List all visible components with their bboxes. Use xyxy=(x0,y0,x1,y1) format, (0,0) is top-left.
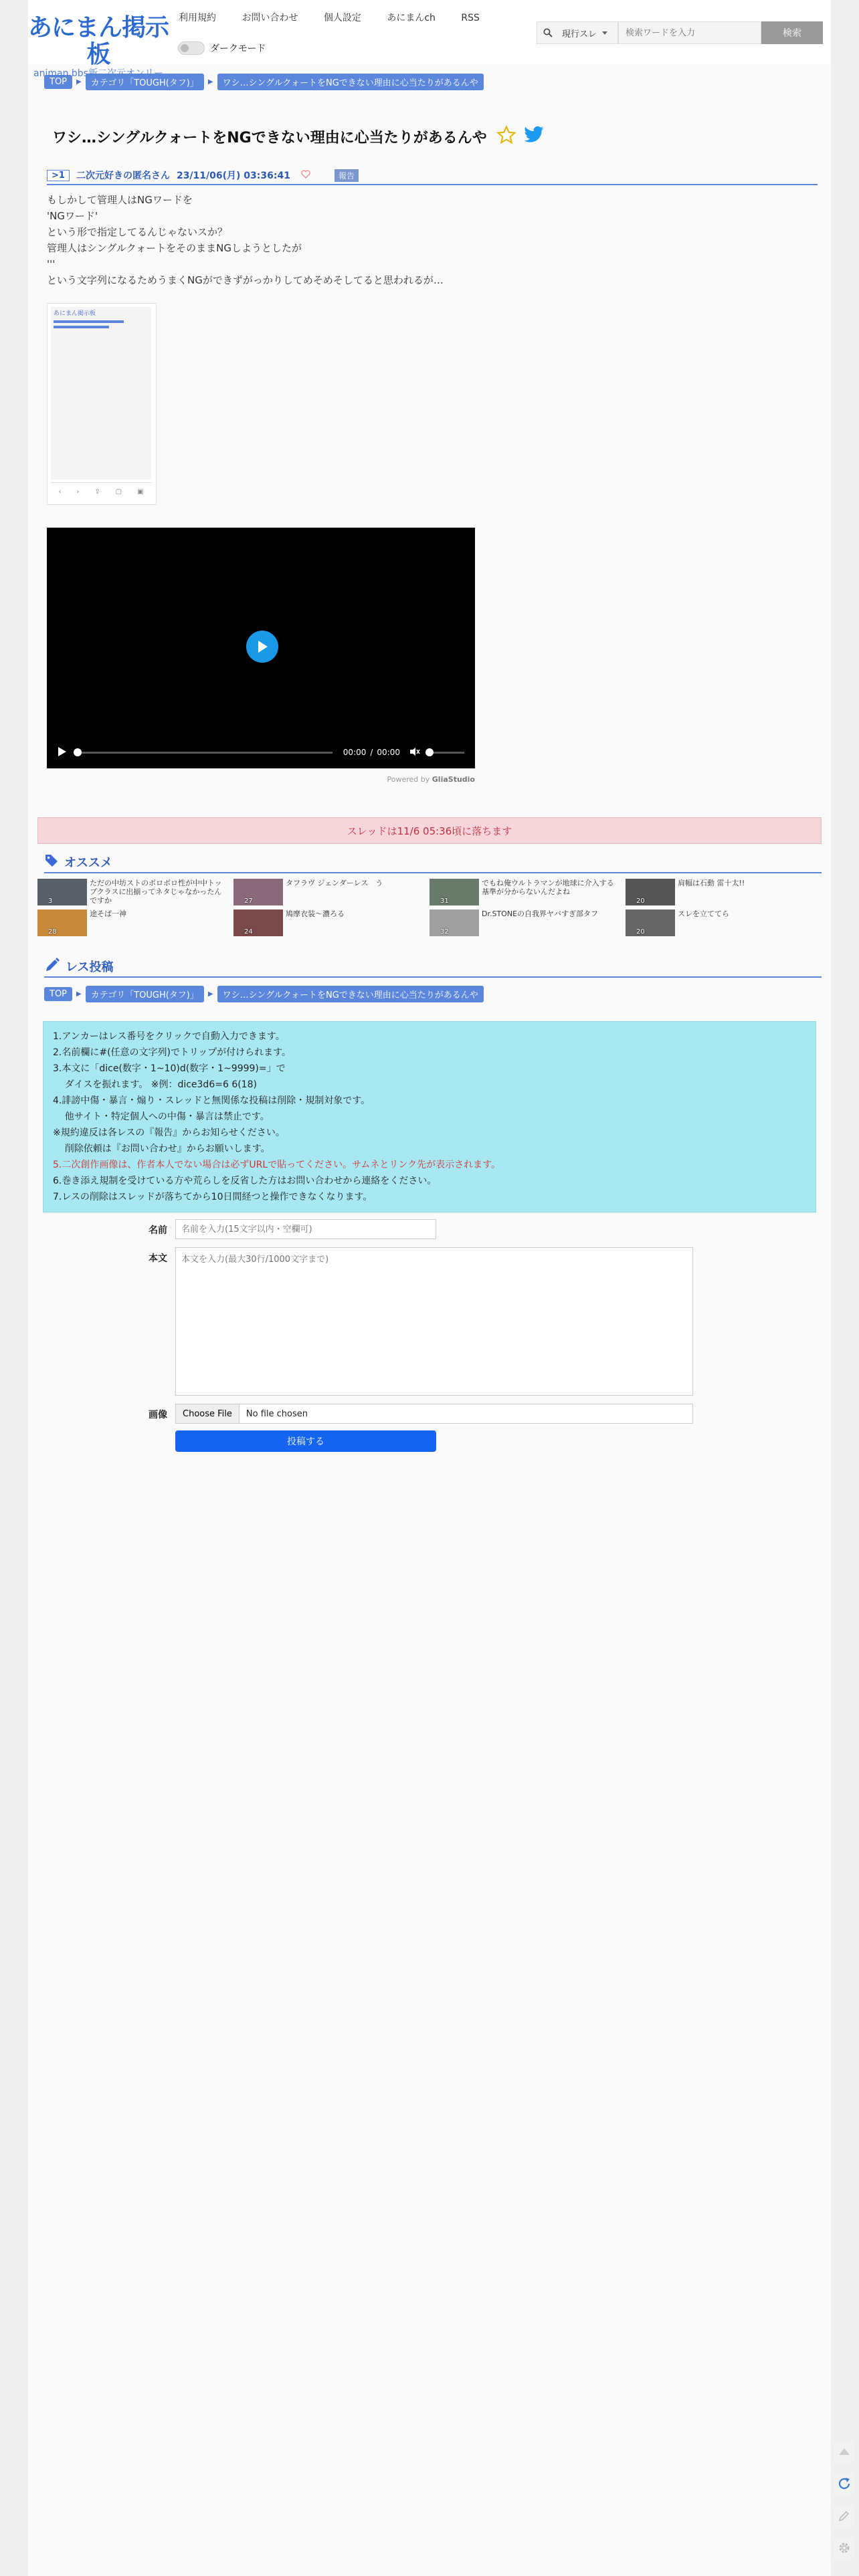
post-number[interactable]: >1 xyxy=(47,170,70,181)
thumbnail-bar xyxy=(54,326,109,328)
recommend-heading xyxy=(44,852,822,873)
reply-title: レス投稿 xyxy=(66,960,114,974)
recommend-item[interactable] xyxy=(430,879,626,905)
rule-line: 2.名前欄に#(任意の文字列)でトリップが付けられます。 xyxy=(53,1047,292,1058)
recommend-thumbnail[interactable] xyxy=(626,909,675,936)
recommend-item[interactable] xyxy=(233,909,430,936)
breadcrumb-separator-icon: ▶ xyxy=(207,990,213,998)
recommend-thumbnail[interactable] xyxy=(626,879,675,905)
poster-name: 二次元好きの匿名さん xyxy=(76,171,170,181)
breadcrumb-bottom xyxy=(28,986,831,1002)
recommend-title[interactable]: 肩幅は石動 雷十太!! xyxy=(678,879,745,887)
rule-line-warning: 5.二次創作画像は、作者本人でない場合は必ずURLで貼ってください。サムネとリンク先が表示されます。 xyxy=(53,1160,501,1170)
posting-rules xyxy=(43,1021,816,1212)
nav-settings[interactable]: 個人設定 xyxy=(323,13,361,23)
submit-row xyxy=(28,1430,831,1452)
search-icon xyxy=(537,21,558,44)
top-nav xyxy=(179,11,502,24)
post-line: ''' xyxy=(47,258,56,270)
report-button[interactable]: 報告 xyxy=(335,169,359,182)
reply-heading xyxy=(44,956,822,978)
forward-icon: › xyxy=(76,488,80,496)
site-header xyxy=(28,0,831,79)
breadcrumb-top[interactable]: TOP xyxy=(44,987,72,1001)
recommend-title[interactable]: Dr.STONEの自我界ヤバすぎ部タフ xyxy=(482,909,599,918)
nav-contact[interactable]: お問い合わせ xyxy=(242,13,298,23)
recommend-item[interactable] xyxy=(626,879,822,905)
recommend-thumbnail[interactable] xyxy=(233,879,283,905)
breadcrumb-category[interactable]: カテゴリ「TOUGH(タフ)」 xyxy=(86,986,204,1002)
recommend-title[interactable]: ただの中坊ストのボロボロ性が中中トップクラスに出揃ってネタじゃなかったんですか xyxy=(90,879,222,905)
recommend-reply-count: 3 xyxy=(48,897,53,905)
body-label: 本文 xyxy=(149,1253,167,1264)
recommend-thumbnail[interactable] xyxy=(37,909,87,936)
nav-terms[interactable]: 利用規約 xyxy=(179,13,216,23)
post-body xyxy=(47,192,831,288)
darkmode-label: ダークモード xyxy=(210,43,266,54)
recommend-thumbnail[interactable] xyxy=(233,909,283,936)
gear-icon[interactable] xyxy=(834,2537,855,2559)
breadcrumb-thread[interactable]: ワシ…シングルクォートをNGできない理由に心当たりがあるんや xyxy=(217,74,484,90)
recommend-reply-count: 32 xyxy=(440,928,449,936)
time-separator: / xyxy=(370,748,373,757)
post-line: という文字列になるためうまくNGができずがっかりしてめそめそしてると思われるが… xyxy=(47,274,444,286)
reload-icon[interactable] xyxy=(834,2473,855,2494)
nav-animanch[interactable]: あにまんch xyxy=(387,13,436,23)
nav-rss[interactable]: RSS xyxy=(461,13,480,23)
breadcrumb-separator-icon: ▶ xyxy=(76,78,82,86)
recommend-thumbnail[interactable] xyxy=(430,879,479,905)
name-field[interactable] xyxy=(175,1219,436,1239)
rule-line: 削除依頼は『お問い合わせ』からお願いします。 xyxy=(53,1144,270,1154)
search-scope-select[interactable]: 現行スレ xyxy=(558,21,618,44)
file-status: No file chosen xyxy=(246,1408,308,1419)
heart-icon[interactable] xyxy=(301,170,310,181)
search-input[interactable] xyxy=(618,21,761,44)
post-line: 'NGワード' xyxy=(47,210,98,222)
volume-knob[interactable] xyxy=(425,748,434,756)
recommend-grid xyxy=(37,879,822,936)
pencil-icon xyxy=(44,957,60,976)
image-row xyxy=(134,1404,831,1424)
darkmode-toggle[interactable] xyxy=(178,41,205,55)
favorite-star-icon[interactable] xyxy=(496,125,516,148)
recommend-reply-count: 31 xyxy=(440,897,449,905)
powered-by xyxy=(47,775,475,784)
body-row xyxy=(134,1247,831,1396)
recommend-title[interactable]: 途そば一神 xyxy=(90,909,126,918)
share-icon: ⇪ xyxy=(94,488,100,496)
breadcrumb-separator-icon: ▶ xyxy=(76,990,82,998)
darkmode-control xyxy=(178,41,266,55)
video-controls xyxy=(58,746,464,759)
volume-slider[interactable] xyxy=(427,752,464,754)
recommend-thumbnail[interactable] xyxy=(430,909,479,936)
twitter-share-icon[interactable] xyxy=(523,126,545,147)
post-line: という形で指定してるんじゃないスか？ xyxy=(47,226,228,238)
post-line: 管理人はシングルクォートをそのままNGしようとしたが xyxy=(47,242,302,254)
time-current: 00:00 xyxy=(343,748,367,757)
name-label: 名前 xyxy=(149,1225,167,1236)
breadcrumb-top[interactable]: TOP xyxy=(44,75,72,89)
recommend-reply-count: 27 xyxy=(244,897,253,905)
breadcrumb-thread[interactable]: ワシ…シングルクォートをNGできない理由に心当たりがあるんや xyxy=(217,986,484,1002)
rule-line: 7.レスの削除はスレッドが落ちてから10日間経つと操作できなくなります。 xyxy=(53,1192,373,1202)
logo-subtitle: animan bbs新二次元オンリー xyxy=(33,68,163,79)
thumbnail-bar xyxy=(54,320,124,323)
post-image-thumbnail[interactable] xyxy=(47,303,157,505)
site-logo[interactable] xyxy=(28,15,169,79)
thread-drop-notice: スレッドは11/6 05:36頃に落ちます xyxy=(37,817,822,844)
progress-knob[interactable] xyxy=(74,748,82,756)
post-header xyxy=(47,167,818,185)
name-row xyxy=(134,1219,831,1239)
edit-icon[interactable] xyxy=(834,2505,855,2527)
post-line: もしかして管理人はNGワードを xyxy=(47,194,193,206)
thumbnail-caption: あにまん掲示板 xyxy=(54,310,96,317)
thumbnail-screen xyxy=(51,307,151,479)
rule-line: 他サイト・特定個人への中傷・暴言は禁止です。 xyxy=(53,1111,270,1122)
recommend-reply-count: 20 xyxy=(636,897,645,905)
breadcrumb-category[interactable]: カテゴリ「TOUGH(タフ)」 xyxy=(86,74,204,90)
recommend-title[interactable]: タフラヴ ジェンダーレス う xyxy=(286,879,383,887)
tabs-icon: ▣ xyxy=(137,488,144,496)
back-icon: ‹ xyxy=(58,488,62,496)
rule-line: 3.本文に「dice(数字・1~10)d(数字・1~9999)=」で xyxy=(53,1063,286,1074)
recommend-reply-count: 24 xyxy=(244,928,253,936)
mute-icon[interactable] xyxy=(409,747,420,758)
post-timestamp: 23/11/06(月) 03:36:41 xyxy=(176,171,290,181)
tag-icon xyxy=(44,853,59,871)
recommend-item[interactable] xyxy=(37,879,233,905)
thread-title: ワシ…シングルクォートをNGできない理由に心当たりがあるんや xyxy=(52,129,487,146)
recommend-item[interactable] xyxy=(430,909,626,936)
image-file-input[interactable] xyxy=(175,1404,693,1424)
thumbnail-toolbar xyxy=(51,482,151,500)
book-icon: ▢ xyxy=(115,488,122,496)
body-field[interactable] xyxy=(175,1247,693,1396)
breadcrumb-separator-icon: ▶ xyxy=(207,78,213,86)
scroll-top-icon[interactable] xyxy=(834,2441,855,2462)
play-small-icon[interactable] xyxy=(58,746,67,759)
powered-brand[interactable]: GliaStudio xyxy=(432,775,475,784)
rule-line: ダイスを振れます。 ※例：dice3d6=6 6(18) xyxy=(53,1079,257,1090)
recommend-reply-count: 28 xyxy=(48,928,57,936)
image-label: 画像 xyxy=(149,1410,167,1420)
recommend-title[interactable]: 鳩摩衣装～濃ろる xyxy=(286,909,345,918)
video-progress-bar[interactable] xyxy=(78,752,332,754)
rule-line: ※規約違反は各レスの『報告』からお知らせください。 xyxy=(53,1128,285,1138)
recommend-thumbnail[interactable] xyxy=(37,879,87,905)
page-container xyxy=(28,0,831,2576)
rule-line: 4.誹謗中傷・暴言・煽り・スレッドと無関係な投稿は削除・規制対象です。 xyxy=(53,1095,371,1106)
recommend-item[interactable] xyxy=(37,909,233,936)
post-number-value[interactable]: 1 xyxy=(58,170,65,181)
thread-title-row xyxy=(52,120,831,153)
rule-line: 6.巻き添え規制を受けている方や荒らしを反省した方はお問い合わせから連絡をください。 xyxy=(53,1176,437,1186)
recommend-item[interactable] xyxy=(626,909,822,936)
rule-line: 1.アンカーはレス番号をクリックで自動入力できます。 xyxy=(53,1031,285,1042)
recommend-reply-count: 20 xyxy=(636,928,645,936)
recommend-item[interactable] xyxy=(233,879,430,905)
recommend-title[interactable]: スレを立ててら xyxy=(678,909,729,918)
video-player[interactable] xyxy=(47,528,475,768)
powered-prefix: Powered by xyxy=(387,775,430,784)
search-button[interactable]: 検索 xyxy=(761,21,823,44)
recommend-title[interactable]: でもね俺ウルトラマンが地球に介入する基準が分からないんだよね xyxy=(482,879,614,896)
logo-title[interactable]: あにまん掲示板 xyxy=(28,14,169,68)
search-bar xyxy=(537,21,826,44)
play-icon[interactable] xyxy=(246,631,278,663)
recommend-title: オススメ xyxy=(64,856,112,870)
choose-file-button[interactable]: Choose File xyxy=(176,1404,240,1423)
submit-button[interactable]: 投稿する xyxy=(175,1430,436,1452)
time-total: 00:00 xyxy=(377,748,400,757)
